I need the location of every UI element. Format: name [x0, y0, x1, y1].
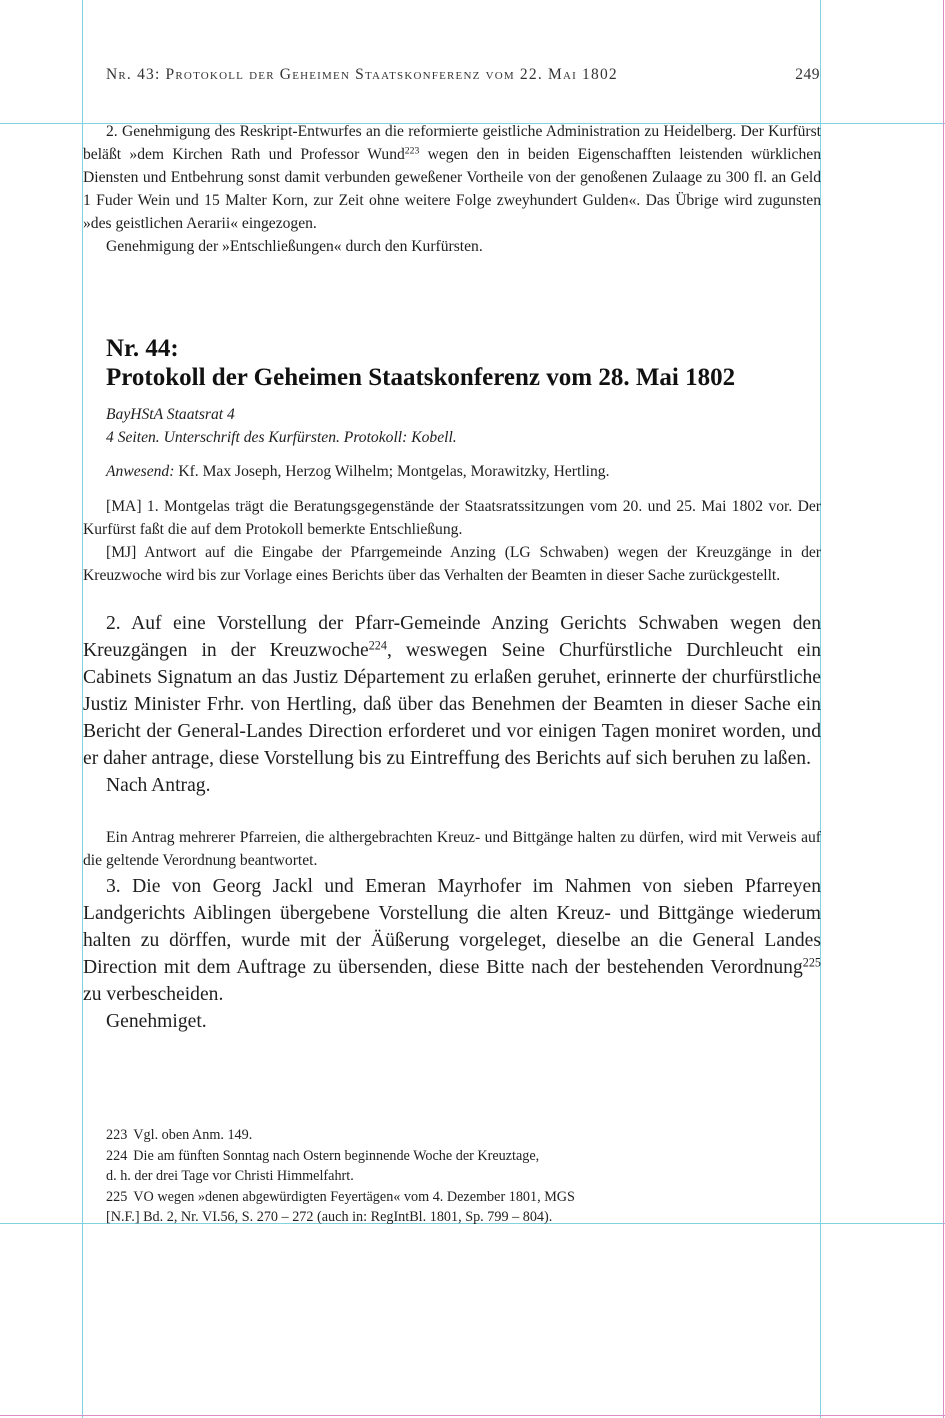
running-title: Nr. 43: Protokoll der Geheimen Staatskonferenz vom 22. Mai 1802	[106, 66, 618, 83]
source-note	[106, 403, 820, 449]
regest-2	[83, 826, 821, 872]
footnotes	[106, 1125, 726, 1228]
footnote-continuation: [N.F.] Bd. 2, Nr. VI.56, S. 270 – 272 (auch in: RegIntBl. 1801, Sp. 799 – 804).	[106, 1209, 553, 1226]
attendance-line	[106, 460, 820, 483]
regest-1	[83, 495, 821, 587]
document-description: 4 Seiten. Unterschrift des Kurfürsten. Protokoll: Kobell.	[106, 429, 457, 446]
page-edge-guide	[943, 0, 944, 1418]
page-bottom-guide	[0, 1415, 945, 1416]
paragraph: 2. Auf eine Vorstellung der Pfarr-Gemeinde Anzing Gerichts Schwaben wegen den Kreuzgängen in der Kreuzwoche$^{224}$, weswegen Seine Churfürstliche Durchleucht ein Cabinets Signatum an das Justiz Département zu erlaßen geruhet, erinnerte der churfürstliche Justiz Minister Frhr. von Hertling, daß über das Benehmen der Beamten in dieser Sache ein Bericht der General-Landes Direction erforderet und vor einigen Tagen moniret worden, und er daher antrage, diese Vorstellung bis zu Eintreffung des Berichts auf sich beruhen zu laßen.	[83, 613, 821, 769]
paragraph: [MA] 1. Montgelas trägt die Beratungsgegenstände der Staatsratssitzungen vom 20. und 25. Mai 1802 vor. Der Kurfürst faßt die auf dem Protokoll bemerkte Entschließung.	[83, 498, 821, 538]
archive-source: BayHStA Staatsrat 4	[106, 406, 235, 423]
footnote-continuation: d. h. der drei Tage vor Christi Himmelfahrt.	[106, 1168, 354, 1185]
footnote: 224 Die am fünften Sonntag nach Ostern beginnende Woche der Kreuztage,	[106, 1147, 540, 1164]
paragraph: Genehmiget.	[106, 1011, 207, 1032]
present-list: Kf. Max Joseph, Herzog Wilhelm; Montgelas, Morawitzky, Hertling.	[174, 463, 610, 480]
footnote-ref[interactable]: 223	[404, 145, 420, 157]
footnote-ref[interactable]: 225	[802, 955, 821, 970]
running-header	[106, 66, 820, 84]
footnote-ref[interactable]: 224	[368, 638, 387, 653]
previous-section-text	[83, 120, 821, 258]
section-number: Nr. 44:	[106, 335, 179, 362]
footnote: 225 VO wegen »denen abgewürdigten Feyertägen« vom 4. Dezember 1801, MGS	[106, 1188, 575, 1205]
protocol-text-3	[83, 873, 821, 1035]
protocol-text-2	[83, 610, 821, 799]
present-label: Anwesend:	[106, 463, 175, 480]
section-heading	[106, 334, 820, 392]
paragraph: 3. Die von Georg Jackl und Emeran Mayrhofer im Nahmen von sieben Pfarreyen Landgerichts Aiblingen übergebene Vorstellung die alten Kreuz- und Bittgänge wiederum halten zu dörffen, wurde mit der Äüßerung vorgeleget, dieselbe an die General Landes Direction mit dem Auftrage zu übersenden, diese Bitte nach der bestehenden Verordnung$^{225}$ zu verbescheiden.	[83, 876, 821, 1005]
paragraph: Nach Antrag.	[106, 775, 211, 796]
paragraph: 2. Genehmigung des Reskript-Entwurfes an die reformierte geistliche Administration zu Heidelberg. Der Kurfürst beläßt »dem Kirchen Rath und Professor Wund$^{223}$ wegen den in beiden Eigenschafften leistenden würklichen Diensten und Entbehrung sonst damit verbunden geweßener Vortheile von der genoßenen Zulaage zu 300 fl. an Geld 1 Fuder Wein und 15 Malter Korn, zur Zeit ohne weitere Folge zweyhundert Gulden«. Das Übrige wird zugunsten »des geistlichen Aerarii« eingezogen.	[83, 123, 821, 232]
paragraph: Genehmigung der »Entschließungen« durch den Kurfürsten.	[106, 238, 483, 255]
section-title: Protokoll der Geheimen Staatskonferenz vom 28. Mai 1802	[106, 364, 736, 391]
page-number: 249	[795, 66, 820, 83]
paragraph: Ein Antrag mehrerer Pfarreien, die althergebrachten Kreuz- und Bittgänge halten zu dürfen, wird mit Verweis auf die geltende Verordnung beantwortet.	[83, 829, 821, 869]
paragraph: [MJ] Antwort auf die Eingabe der Pfarrgemeinde Anzing (LG Schwaben) wegen der Kreuzgänge in der Kreuzwoche wird bis zur Vorlage eines Berichts über das Verhalten der Beamten in dieser Sache zurückgestellt.	[83, 544, 821, 584]
footnote: 223 Vgl. oben Anm. 149.	[106, 1127, 253, 1143]
